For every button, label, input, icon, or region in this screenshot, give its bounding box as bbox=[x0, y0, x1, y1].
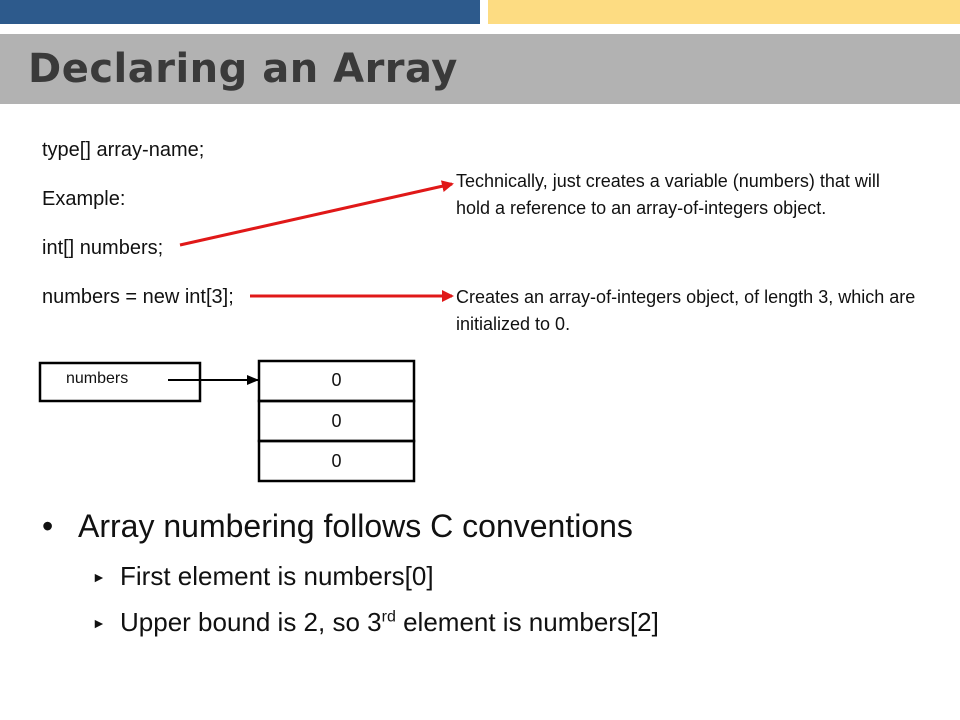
sub-bullet-upper-suffix: element is numbers[2] bbox=[395, 607, 659, 637]
array-cell-value-2: 0 bbox=[331, 451, 342, 471]
array-cell-value-0: 0 bbox=[331, 370, 342, 390]
annotation-arrow-declaration bbox=[180, 184, 452, 245]
ordinal-superscript: rd bbox=[381, 608, 396, 626]
variable-label: numbers bbox=[66, 370, 129, 387]
code-line-declaration: int[] numbers; bbox=[42, 237, 164, 259]
sub-bullet-upper-prefix: Upper bound is 2, so 3 bbox=[120, 607, 382, 637]
bullet-main-text: Array numbering follows C conventions bbox=[78, 508, 633, 544]
code-line-allocation: numbers = new int[3]; bbox=[42, 286, 234, 308]
bullet-main bbox=[42, 506, 633, 546]
sub-bullet-first-element bbox=[92, 560, 434, 593]
array-cell-value-1: 0 bbox=[331, 411, 342, 431]
bullet-dot-icon: • bbox=[42, 508, 54, 544]
code-line-type-syntax: type[] array-name; bbox=[42, 139, 205, 161]
triangle-bullet-icon: ► bbox=[92, 615, 106, 631]
triangle-bullet-icon: ► bbox=[92, 569, 106, 585]
note-reference-variable: Technically, just creates a variable (numbers) that will hold a reference to an array-of-integers object. bbox=[456, 171, 880, 218]
slide-title: Declaring an Array bbox=[28, 46, 458, 92]
sub-bullet-first-text: First element is numbers[0] bbox=[120, 561, 434, 591]
code-line-example: Example: bbox=[42, 188, 126, 210]
note-array-object: Creates an array-of-integers object, of length 3, which are initialized to 0. bbox=[456, 287, 916, 334]
sub-bullet-upper-bound bbox=[92, 606, 659, 639]
